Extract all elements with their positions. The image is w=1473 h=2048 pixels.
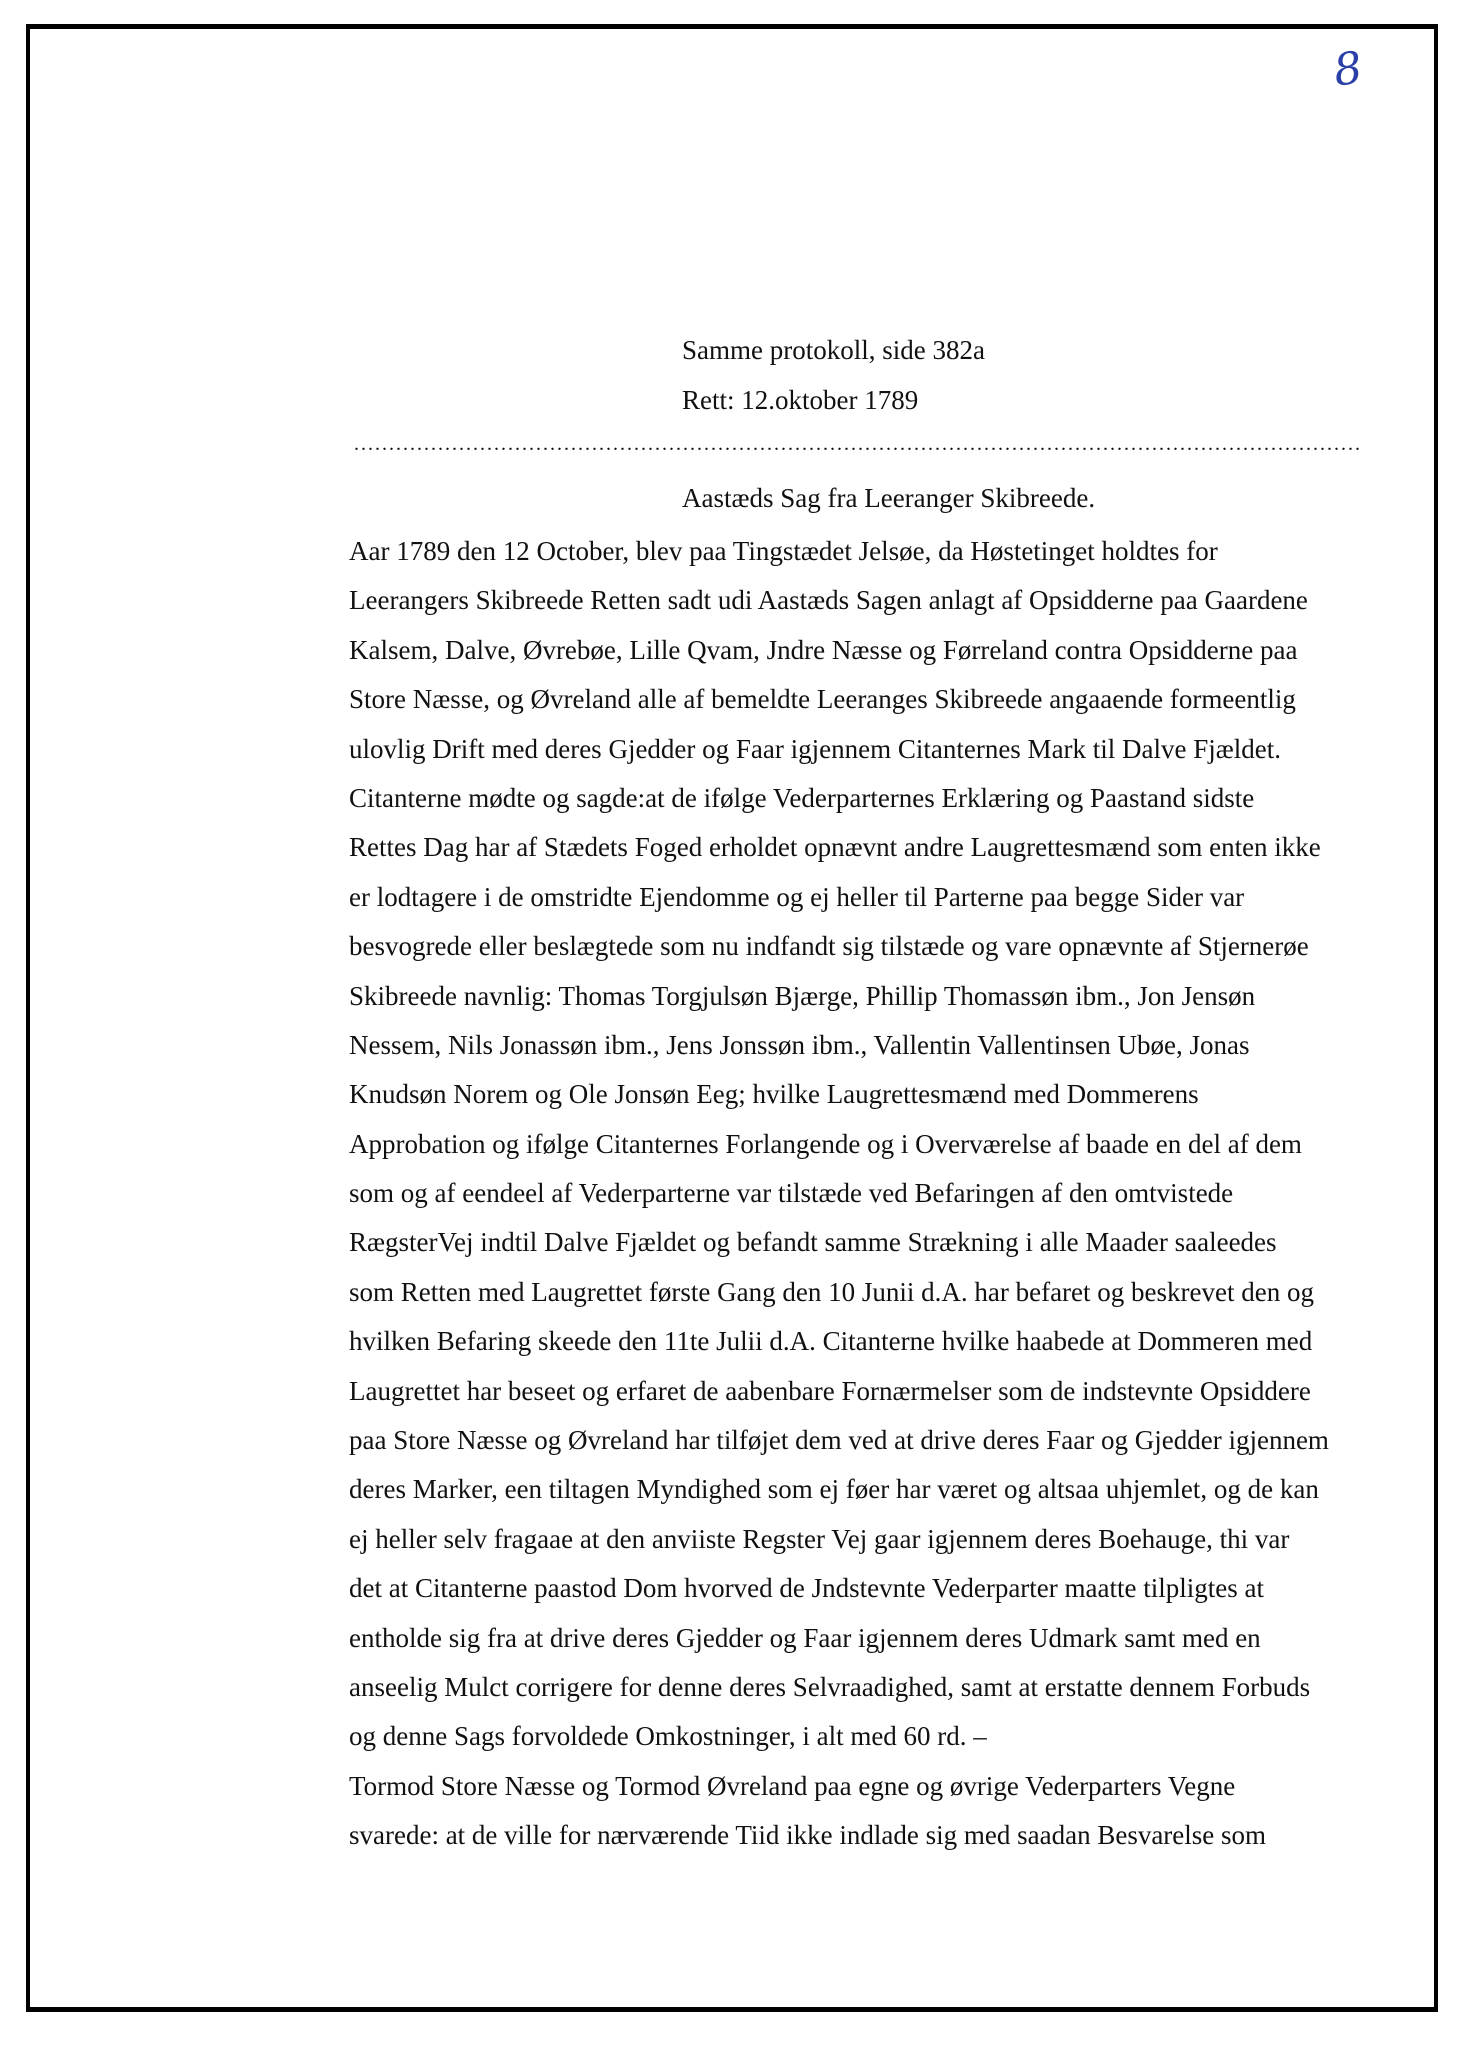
body-line: Knudsøn Norem og Ole Jonsøn Eeg; hvilke Laugrettesmænd med Dommerens: [349, 1079, 1199, 1110]
body-line: Kalsem, Dalve, Øvrebøe, Lille Qvam, Jndre Næsse og Førreland contra Opsidderne paa: [349, 634, 1298, 665]
body-line: deres Marker, een tiltagen Myndighed som ej føer har været og altsaa uhjemlet, og de kan: [349, 1474, 1319, 1505]
case-title: Aastæds Sag fra Leeranger Skibreede.: [682, 483, 1096, 513]
body-line: Skibreede navnlig: Thomas Torgjulsøn Bjærge, Phillip Thomassøn ibm., Jon Jensøn: [349, 980, 1256, 1011]
body-line: Rettes Dag har af Stædets Foged erholdet opnævnt andre Laugrettesmænd som enten ikke: [349, 832, 1321, 863]
body-line: ej heller selv fragaae at den anviiste Regster Vej gaar igjennem deres Boehauge, thi var: [349, 1523, 1290, 1554]
body-line: Approbation og ifølge Citanternes Forlangende og i Overværelse af baade en del af dem: [349, 1128, 1302, 1159]
handwritten-page-number: 8: [1330, 42, 1366, 97]
body-line: ulovlig Drift med deres Gjedder og Faar igjennem Citanternes Mark til Dalve Fjældet.: [349, 733, 1282, 764]
protocol-reference: Samme protokoll, side 382a: [682, 335, 985, 365]
body-line: RægsterVej indtil Dalve Fjældet og befandt samme Strækning i alle Maader saaleedes: [349, 1227, 1277, 1258]
body-line: entholde sig fra at drive deres Gjedder og Faar igjennem deres Udmark samt med en: [349, 1622, 1261, 1653]
body-line: anseelig Mulct corrigere for denne deres Selvraadighed, samt at erstatte dennem Forbuds: [349, 1671, 1311, 1702]
body-line: Aar 1789 den 12 October, blev paa Tingstædet Jelsøe, da Høstetinget holdtes for: [349, 536, 1218, 566]
body-line: Laugrettet har beseet og erfaret de aabenbare Fornærmelser som de indstevnte Opsiddere: [349, 1375, 1311, 1406]
transcription-body: [349, 527, 1349, 1861]
body-line: svarede: at de ville for nærværende Tiid ikke indlade sig med saadan Besvarelse som: [349, 1820, 1267, 1851]
body-line: Tormod Store Næsse og Tormod Øvreland paa egne og øvrige Vederparters Vegne: [349, 1770, 1236, 1801]
body-line: paa Store Næsse og Øvreland har tilføjet dem ved at drive deres Faar og Gjedder igjennem: [349, 1425, 1329, 1456]
body-line: Nessem, Nils Jonassøn ibm., Jens Jonssøn ibm., Vallentin Vallentinsen Ubøe, Jonas: [349, 1029, 1250, 1060]
dotted-separator: ................................................................................................................................................: [354, 433, 1362, 455]
body-line: og denne Sags forvoldede Omkostninger, i alt med 60 rd. –: [349, 1721, 987, 1752]
body-line: som og af eendeel af Vederparterne var tilstæde ved Befaringen af den omtvistede: [349, 1178, 1234, 1209]
body-line: er lodtagere i de omstridte Ejendomme og ej heller til Parterne paa begge Sider var: [349, 881, 1245, 912]
body-line: som Retten med Laugrettet første Gang den 10 Junii d.A. har befaret og beskrevet den og: [349, 1276, 1314, 1307]
body-line: hvilken Befaring skeede den 11te Julii d.A. Citanterne hvilke haabede at Dommeren med: [349, 1326, 1313, 1357]
body-line: Citanterne mødte og sagde:at de ifølge Vederparternes Erklæring og Paastand sidste: [349, 782, 1255, 813]
body-line: besvogrede eller beslægtede som nu indfandt sig tilstæde og vare opnævnte af Stjernerøe: [349, 931, 1309, 962]
court-date: Rett: 12.oktober 1789: [682, 385, 919, 415]
body-line: det at Citanterne paastod Dom hvorved de Jndstevnte Vederparter maatte tilpligtes at: [349, 1573, 1264, 1604]
body-line: Store Næsse, og Øvreland alle af bemeldte Leeranges Skibreede angaaende formeentlig: [349, 684, 1296, 715]
body-line: Leerangers Skibreede Retten sadt udi Aastæds Sagen anlagt af Opsidderne paa Gaardene: [349, 585, 1308, 616]
